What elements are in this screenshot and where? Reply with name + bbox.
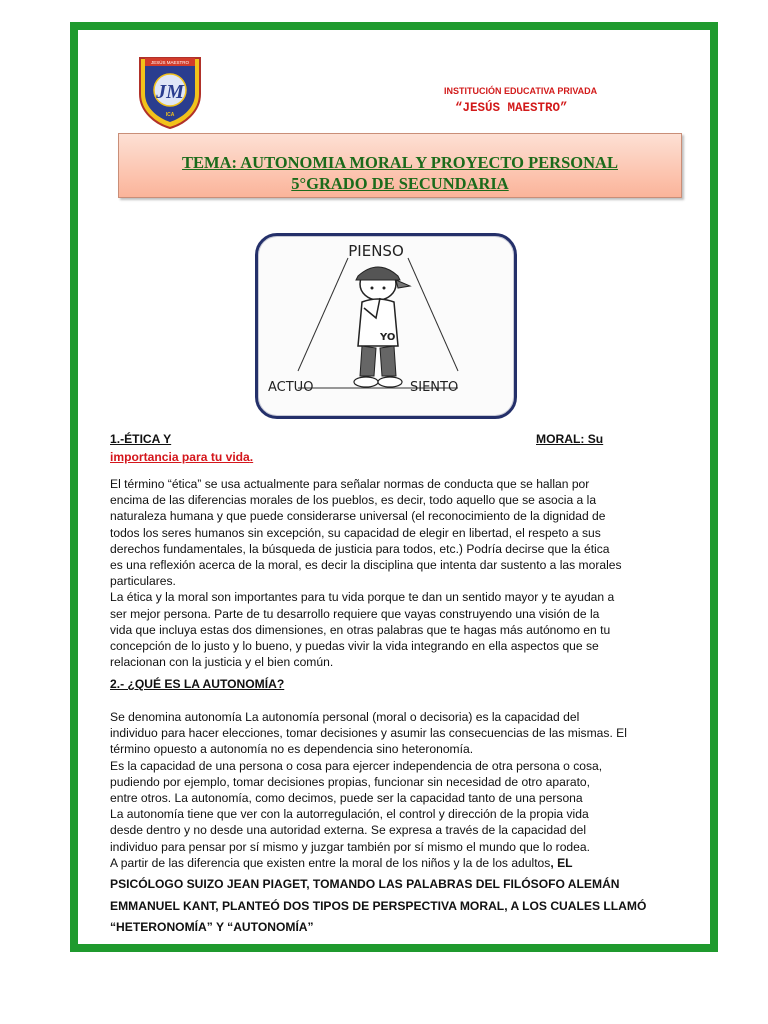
- paragraph-line: ser mejor persona. Parte de tu desarrollo requiere que vayas construyendo una visión de la: [110, 606, 600, 621]
- topic-banner: [118, 133, 682, 198]
- paragraph-line: Es la capacidad de una persona o cosa para ejercer independencia de otra persona o cosa,: [110, 758, 603, 773]
- paragraph-line: entre otros. La autonomía, como decimos, puede ser la capacidad tanto de una persona: [110, 791, 583, 805]
- paragraph-line: término opuesto a autonomía no es dependencia sino heteronomía.: [110, 742, 474, 757]
- paragraph-line: particulares.: [110, 574, 176, 589]
- section1-heading-dot: .: [249, 450, 254, 464]
- paragraph-line: PSICÓLOGO SUIZO JEAN PIAGET, TOMANDO LAS PALABRAS DEL FILÓSOFO ALEMÁN: [110, 877, 620, 891]
- logo-bottom-text: ICA: [165, 112, 175, 118]
- paragraph-line: concepción de lo justo y lo bueno, y puedas vivir la vida integrando en ella aspectos que se: [110, 639, 599, 653]
- school-logo: [136, 54, 204, 130]
- section2-transition-line: [110, 855, 573, 871]
- transition-bold: , EL: [550, 856, 573, 870]
- paragraph-line: todos los seres humanos sin excepción, su capacidad de elegir en libertad, el respeto a sus: [110, 525, 601, 540]
- paragraph-line: desde dentro y no desde una autoridad externa. Se expresa a través de la capacidad del: [110, 823, 587, 838]
- paragraph-line: pudiendo por ejemplo, tomar decisiones propias, funcionar sin necesidad de otro aparato,: [110, 774, 591, 789]
- school-name: “JESÚS MAESTRO”: [455, 101, 568, 115]
- label-yo: YO: [380, 332, 396, 343]
- paragraph-line: “HETERONOMÍA” Y “AUTONOMÍA”: [110, 920, 314, 934]
- label-pienso: PIENSO: [348, 242, 404, 260]
- topic-title: TEMA: AUTONOMIA MORAL Y PROYECTO PERSONAL: [182, 153, 618, 172]
- transition-text: A partir de las diferencia que existen entre la moral de los niños y la de los adultos: [110, 856, 551, 870]
- grade-title: 5°GRADO DE SECUNDARIA: [291, 174, 509, 193]
- paragraph-line: Se denomina autonomía La autonomía personal (moral o decisoria) es la capacidad del: [110, 710, 580, 724]
- institution-label: INSTITUCIÓN EDUCATIVA PRIVADA: [444, 86, 598, 96]
- paragraph-line: La autonomía tiene que ver con la autorregulación, el control y dirección de la propia vida: [110, 807, 589, 822]
- logo-letter: JM: [156, 81, 184, 103]
- paragraph-line: individuo para pensar por sí mismo y juzgar también por sí mismo el mundo que lo rodea.: [110, 839, 590, 854]
- paragraph-line: naturaleza humana y que puede considerarse universal (el reconocimiento de la dignidad de: [110, 509, 606, 524]
- paragraph-line: encima de las diferencias morales de los pueblos, es decir, todo aquello que se asocia a la: [110, 493, 597, 508]
- paragraph-line: relacionan con la justicia y el bien común.: [110, 655, 334, 670]
- paragraph-line: individuo para hacer elecciones, tomar decisiones y asumir las consecuencias de las mismas. El: [110, 726, 627, 741]
- thinking-boy-illustration: [258, 236, 514, 416]
- paragraph-line: derechos fundamentales, la búsqueda de justicia para todos, etc.) Podría decirse que la ética: [110, 541, 610, 556]
- section1-heading-right: MORAL: Su: [536, 432, 604, 446]
- illustration-frame: [255, 233, 517, 419]
- paragraph-line: vida que incluya estas dos dimensiones, en otras palabras que te hagas más autónomo en tu: [110, 622, 611, 637]
- section1-heading-left: 1.-ÉTICA Y: [110, 432, 172, 446]
- section2-heading: 2.- ¿QUÉ ES LA AUTONOMÍA?: [110, 677, 285, 691]
- label-siento: SIENTO: [410, 380, 459, 395]
- paragraph-line: La ética y la moral son importantes para tu vida porque te dan un sentido mayor y te ayudan a: [110, 590, 615, 605]
- section1-heading-line2: [110, 449, 253, 465]
- paragraph-line: es una reflexión acerca de la moral, es decir la disciplina que intenta dar sustento a las morales: [110, 558, 622, 572]
- section1-heading-text: importancia para tu vida: [110, 450, 250, 464]
- label-actuo: ACTUO: [268, 380, 314, 395]
- paragraph-line: El término “ética” se usa actualmente para señalar normas de conducta que se hallan por: [110, 477, 590, 491]
- paragraph-line: EMMANUEL KANT, PLANTEÓ DOS TIPOS DE PERSPECTIVA MORAL, A LOS CUALES LLAMÓ: [110, 898, 647, 913]
- logo-top-text: JESÚS MAESTRO: [150, 60, 190, 65]
